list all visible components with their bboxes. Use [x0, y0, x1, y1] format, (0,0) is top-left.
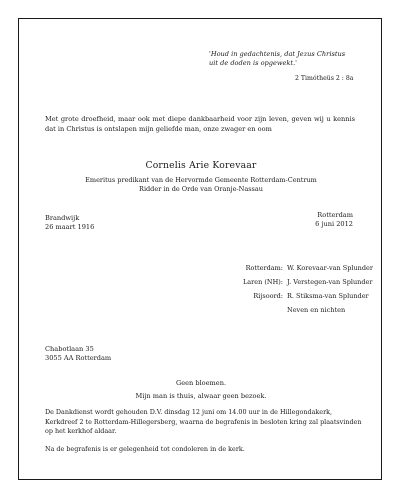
relative-row [239, 303, 373, 317]
relative-row [239, 261, 373, 275]
birth-place: Brandwijk [45, 214, 80, 222]
address-city: 3055 AA Rotterdam [45, 354, 112, 362]
death-date: 6 juni 2012 [315, 220, 353, 228]
quote-line-1: 'Houd in gedachtenis, dat Jezus Christus [209, 50, 346, 58]
deceased-title-1: Emeritus predikant van de Hervormde Gemeente Rotterdam-Centrum [85, 176, 317, 184]
condolence-note: Na de begrafenis is er gelegenheid tot condoleren in de kerk. [45, 445, 245, 453]
relative-row [239, 289, 373, 303]
birth-date: 26 maart 1916 [45, 223, 95, 231]
relative-name: J. Verstegen-van Splunder [287, 278, 373, 286]
no-visit-note: Mijn man is thuis, alwaar geen bezoek. [135, 392, 267, 400]
death-notice-card [18, 18, 382, 480]
deceased-title-2: Ridder in de Orde van Oranje-Nassau [139, 185, 263, 193]
service-details: De Dankdienst wordt gehouden D.V. dinsdag 12 juni om 14.00 uur in de Hillegondakerk, Kerkdreef 2 te Rotterdam-Hillegersberg, waarna de begrafenis in besloten kring zal plaatsvinden op het kerkhof aldaar. [45, 408, 362, 435]
relative-row [239, 275, 373, 289]
relative-name: Neven en nichten [287, 306, 346, 314]
quote-reference: 2 Timótheüs 2 : 8a [295, 75, 354, 82]
relative-place: Rotterdam: [245, 264, 283, 272]
quote-line-2: uit de doden is opgewekt.' [209, 59, 297, 67]
relative-place: Rijsoord: [253, 292, 283, 300]
death-place: Rotterdam [317, 211, 353, 219]
relatives-list [239, 261, 373, 317]
relative-name: W. Korevaar-van Splunder [287, 264, 373, 272]
no-flowers-note: Geen bloemen. [175, 379, 227, 387]
intro-text: Met grote droefheid, maar ook met diepe dankbaarheid voor zijn leven, geven wij u kennis dat in Christus is ontslapen mijn geliefde man, onze zwager en oom [45, 115, 355, 133]
relative-place: Laren (NH): [242, 278, 283, 286]
address-street: Chabotlaan 35 [45, 345, 94, 353]
deceased-name: Cornelis Arie Korevaar [145, 160, 257, 171]
relative-name: R. Stiksma-van Splunder [287, 292, 369, 300]
relative-place [239, 303, 287, 317]
